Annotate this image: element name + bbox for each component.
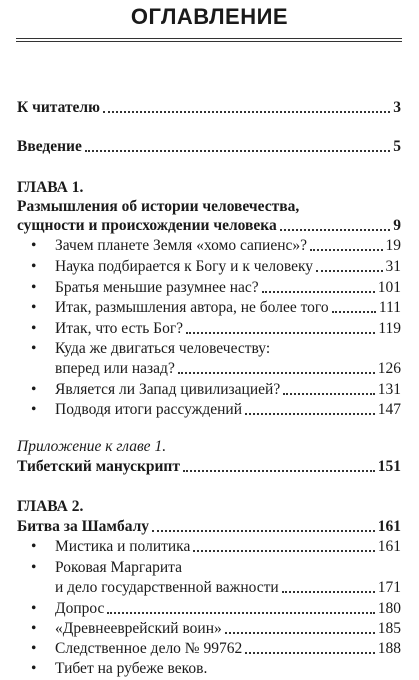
bullet-icon: • xyxy=(31,381,37,398)
toc-entry-preface[interactable]: К читателю 3 xyxy=(17,99,401,116)
page-title: ОГЛАВЛЕНИЕ xyxy=(130,4,289,29)
chapter-2-label: ГЛАВА 2. xyxy=(17,498,84,515)
bullet-icon: • xyxy=(31,660,37,677)
bullet-icon: • xyxy=(31,559,37,576)
bullet-icon: • xyxy=(31,237,37,254)
toc-subentry-line2[interactable]: вперед или назад? 126 xyxy=(55,360,401,377)
bullet-icon: • xyxy=(31,299,37,316)
toc-subentry[interactable]: • Допрос 180 xyxy=(31,598,401,620)
appendix-label: Приложение к главе 1. xyxy=(17,438,167,455)
toc-entry-introduction[interactable]: Введение 5 xyxy=(17,138,401,155)
toc-subentry-line1[interactable]: • Роковая Маргарита xyxy=(31,557,401,579)
bullet-icon: • xyxy=(31,279,37,296)
toc-subentry[interactable]: • Тибет на рубеже веков. xyxy=(31,658,401,680)
toc-subentry[interactable]: • Итак, размышления автора, не более того 111 xyxy=(31,297,401,319)
chapter-1-title-line1: Размышления об истории человечества, xyxy=(17,198,300,215)
bullet-icon: • xyxy=(31,258,37,275)
bullet-icon: • xyxy=(31,620,37,637)
toc-subentry[interactable]: • Является ли Запад цивилизацией? 131 xyxy=(31,379,401,401)
toc-subentry-line2[interactable]: и дело государственной важности 171 xyxy=(55,579,401,596)
title-rule-top xyxy=(16,38,402,39)
toc-subentry[interactable]: • Наука подбирается к Богу и к человеку 31 xyxy=(31,256,401,278)
toc-entry-chapter-2[interactable]: Битва за Шамбалу 161 xyxy=(17,518,401,535)
toc-subentry[interactable]: • «Древнееврейский воин» 185 xyxy=(31,618,401,640)
bullet-icon: • xyxy=(31,401,37,418)
toc-entry-chapter-1[interactable]: сущности и происхождении человека 9 xyxy=(17,217,401,234)
toc-subentry[interactable]: • Подводя итоги рассуждений 147 xyxy=(31,399,401,421)
title-rule-bottom xyxy=(16,41,402,42)
toc-subentry[interactable]: • Зачем планете Земля «хомо сапиенс»? 19 xyxy=(31,235,401,257)
bullet-icon: • xyxy=(31,538,37,555)
toc-subentry[interactable]: • Братья меньшие разумнее нас? 101 xyxy=(31,277,401,299)
toc-subentry[interactable]: • Итак, что есть Бог? 119 xyxy=(31,318,401,340)
chapter-1-label: ГЛАВА 1. xyxy=(17,179,84,196)
toc-subentry[interactable]: • Следственное дело № 99762 188 xyxy=(31,638,401,660)
toc-subentry[interactable]: • Мистика и политика 161 xyxy=(31,536,401,558)
toc-entry-appendix[interactable]: Тибетский манускрипт 151 xyxy=(17,458,401,475)
bullet-icon: • xyxy=(31,600,37,617)
bullet-icon: • xyxy=(31,320,37,337)
bullet-icon: • xyxy=(31,340,37,357)
toc-subentry-line1[interactable]: • Куда же двигаться человечеству: xyxy=(31,338,401,360)
bullet-icon: • xyxy=(31,640,37,657)
